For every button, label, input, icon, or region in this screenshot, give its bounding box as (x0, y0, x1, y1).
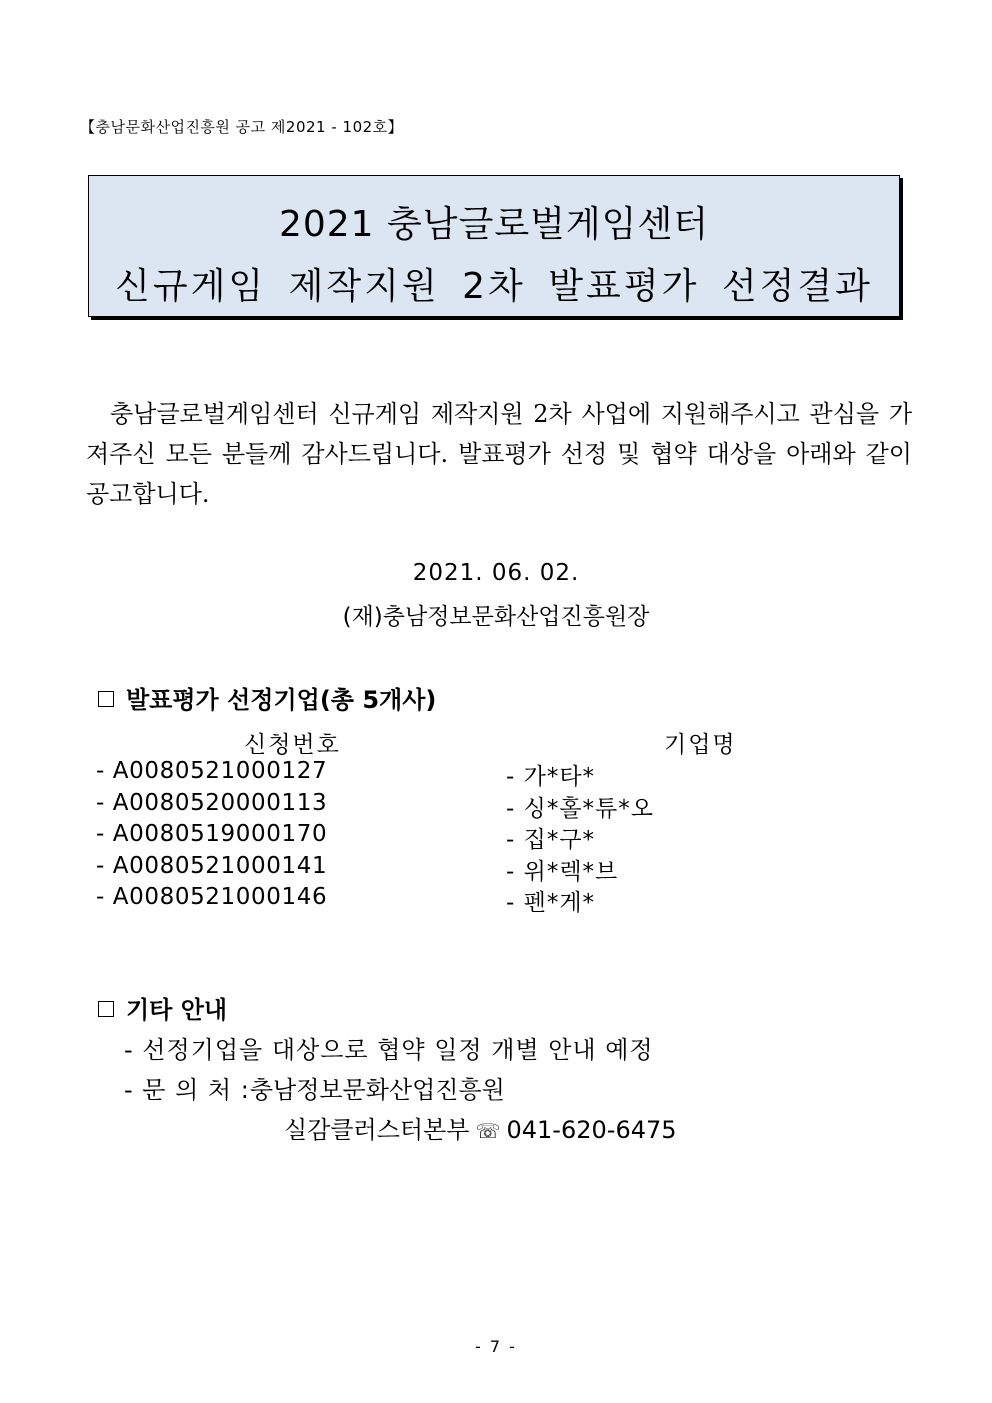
announcement-date: 2021. 06. 02. (412, 560, 580, 586)
application-number: - A0080521000146 (96, 884, 328, 910)
checkbox-icon (98, 691, 114, 707)
etc-section-heading (98, 990, 227, 1025)
selection-section-heading (98, 680, 436, 715)
page-number: - 7 - (475, 1337, 517, 1356)
company-name: - 위*렉*브 (506, 858, 619, 885)
company-name: - 집*구* (506, 827, 596, 853)
list-item (96, 790, 796, 822)
list-item (96, 853, 796, 885)
title-line-1: 2021 충남글로벌게임센터 (278, 204, 710, 245)
notice-number: 【충남문화산업진흥원 공고 제2021 - 102호】 (80, 118, 404, 136)
company-name: - 펜*게* (506, 890, 596, 916)
list-item (96, 758, 796, 790)
etc-item-contact (124, 1070, 654, 1110)
column-header-application: 신청번호 (244, 732, 341, 758)
company-name: - 가*타* (506, 764, 596, 790)
etc-heading-text: 기타 안내 (126, 996, 228, 1024)
contact-department: 실감클러스터본부 (284, 1116, 470, 1144)
intro-paragraph: 충남글로벌게임센터 신규게임 제작지원 2차 사업에 지원해주시고 관심을 가져주신 모든 분들께 감사드립니다. 발표평가 선정 및 협약 대상을 아래와 같이 공고합니다. (86, 400, 912, 508)
selection-heading-text: 발표평가 선정기업(총 5개사) (126, 686, 437, 714)
etc-item-schedule: - 선정기업을 대상으로 협약 일정 개별 안내 예정 (124, 1036, 654, 1064)
issuer: (재)충남정보문화산업진흥원장 (342, 604, 650, 630)
application-number: - A0080519000170 (96, 821, 328, 847)
application-number: - A0080521000127 (96, 758, 328, 784)
contact-organization: 충남정보문화산업진흥원 (249, 1076, 505, 1104)
selection-list (96, 758, 796, 916)
title-line-2: 신규게임 제작지원 2차 발표평가 선정결과 (115, 266, 873, 307)
phone-icon: ☏ (475, 1119, 501, 1143)
contact-detail (284, 1110, 677, 1145)
application-number: - A0080521000141 (96, 852, 328, 879)
title-box (88, 175, 900, 317)
company-name: - 싱*홀*튜*오 (506, 795, 654, 822)
contact-phone: 041-620-6475 (506, 1116, 677, 1144)
application-number: - A0080520000113 (96, 789, 328, 816)
checkbox-icon (98, 1001, 114, 1017)
column-header-company: 기업명 (664, 732, 737, 758)
list-item (96, 884, 796, 916)
list-item (96, 821, 796, 853)
etc-list (124, 1030, 654, 1110)
contact-label: - 문 의 처 : (124, 1076, 250, 1104)
